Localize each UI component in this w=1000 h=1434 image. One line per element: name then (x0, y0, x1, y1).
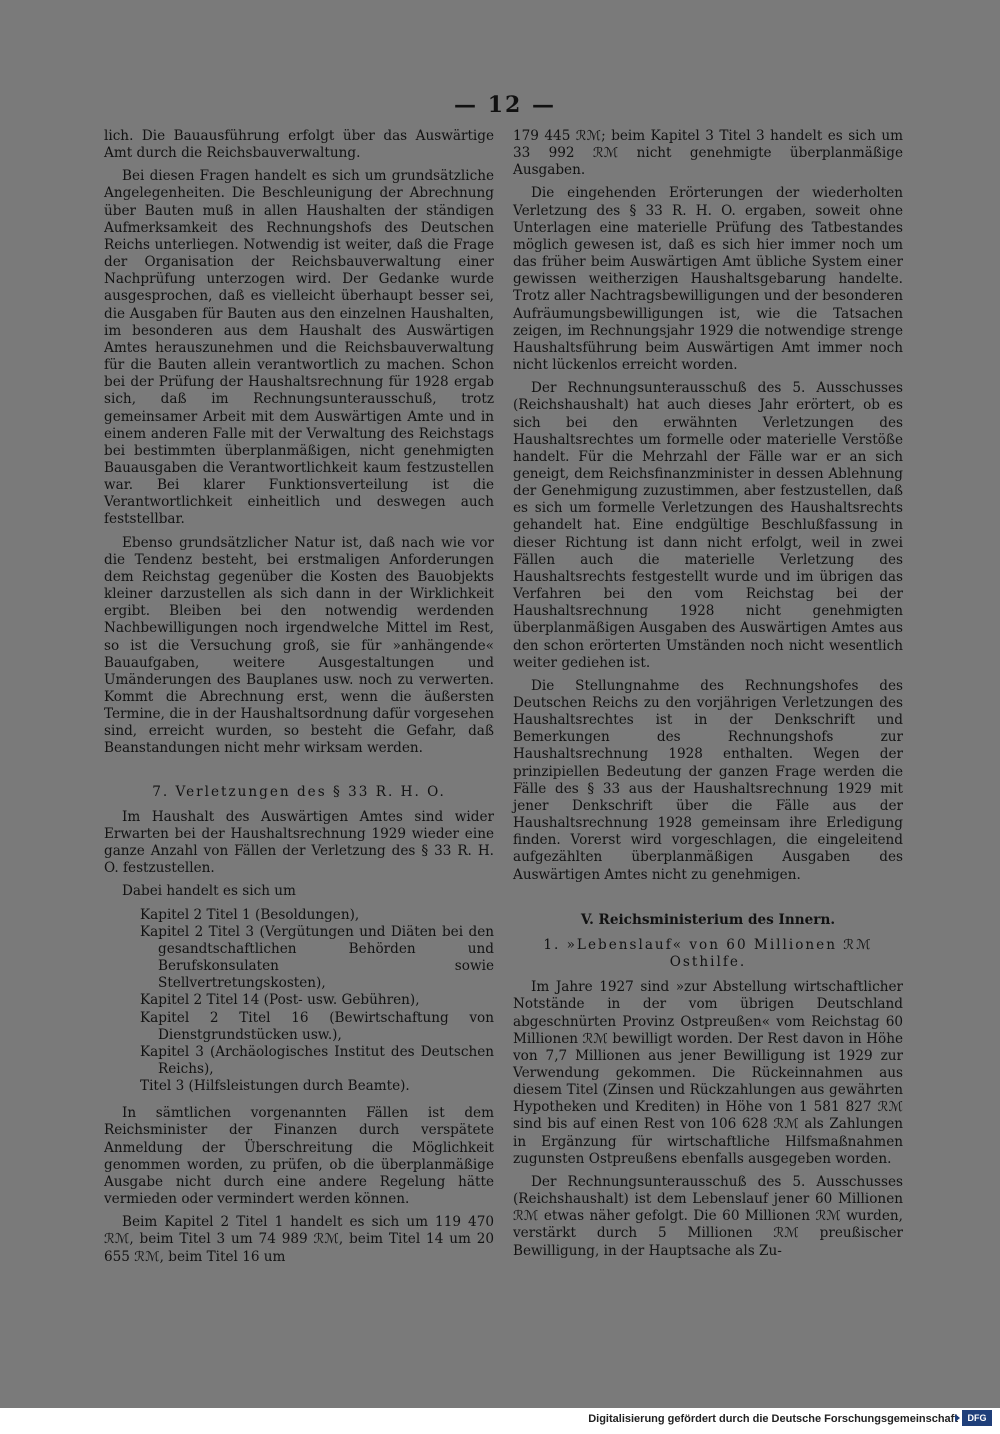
paragraph: Im Jahre 1927 sind »zur Abstellung wirtschaftlicher Notstände in der vom übrigen Deutschland abgeschnürten Provinz Ostpreußen« vom Reichstag 60 Millionen ℛℳ bewilligt worden. Der Rest davon in Höhe von 7,7 Millionen aus jener Bewilligung ist 1929 zur Verwendung gekommen. Die Rückeinnahmen aus diesem Titel (Zinsen und Rückzahlungen aus gewährten Hypotheken und Krediten) in Höhe von 1 581 827 ℛℳ sind bis auf einen Rest von 106 628 ℛℳ als Zahlungen in Ergänzung für wirtschaftliche Hilfsmaßnahmen zugunsten Ostpreußens ebenfalls ausgegeben worden. (513, 979, 903, 1167)
paragraph: Bei diesen Fragen handelt es sich um grundsätzliche Angelegenheiten. Die Beschleunigung der Abrechnung über Bauten muß in allen Haushalten der ständigen Aufmerksamkeit des Rechnungshofs des Deutschen Reichs unterliegen. Notwendig ist weiter, daß die Frage der Organisation der Reichsbauverwaltung einer Nachprüfung unterzogen wird. Der Gedanke wurde ausgesprochen, daß es vielleicht überhaupt besser sei, die Ausgaben für Bauten aus den einzelnen Haushalten, im besonderen aus dem Haushalt des Auswärtigen Amtes herauszunehmen und die Reichsbauverwaltung für die Bauten allein verantwortlich zu machen. Schon bei der Prüfung der Haushaltsrechnung für 1928 ergab sich, daß im Rechnungsunterausschuß, trotz gemeinsamer Arbeit mit dem Auswärtigen Amte und in einem anderen Falle mit der Verwaltung des Reichstags bei bestimmten überplanmäßigen, nicht genehmigten Bauausgaben die Verantwortlichkeit kaum festzustellen war. Bei klarer Funktionsverteilung ist die Verantwortlichkeit einheitlich und deswegen auch feststellbar. (104, 168, 494, 528)
paragraph: lich. Die Bauausführung erfolgt über das Auswärtige Amt durch die Reichsbauverwaltung. (104, 128, 494, 162)
paragraph: In sämtlichen vorgenannten Fällen ist dem Reichsminister der Finanzen durch verspätete Anmeldung der Überschreitung die Möglichkeit genommen worden, zu prüfen, ob die überplanmäßige Ausgabe nicht durch eine andere Regelung hätte vermieden oder vermindert werden können. (104, 1105, 494, 1208)
paragraph: Der Rechnungsunterausschuß des 5. Ausschusses (Reichshaushalt) ist dem Lebenslauf jener 60 Millionen ℛℳ etwas näher gefolgt. Die 60 Millionen ℛℳ wurden, verstärkt durch 5 Millionen ℛℳ preußischer Bewilligung, in der Hauptsache als Zu- (513, 1173, 903, 1259)
paragraph: 179 445 ℛℳ; beim Kapitel 3 Titel 3 handelt es sich um 33 992 ℛℳ nicht genehmigte überplanmäßige Ausgaben. (513, 128, 903, 179)
footer-credit: Digitalisierung gefördert durch die Deutsche Forschungsgemeinschaft (588, 1413, 958, 1425)
list-item: Kapitel 3 (Archäologisches Institut des Deutschen Reichs), (140, 1043, 494, 1077)
list-item: Titel 3 (Hilfsleistungen durch Beamte). (140, 1078, 410, 1095)
section-title: V. Reichsministerium des Innern. (580, 911, 836, 928)
paragraph: Dabei handelt es sich um (122, 883, 296, 900)
paragraph: Der Rechnungsunterausschuß des 5. Ausschusses (Reichshaushalt) hat auch dieses Jahr erörtert, ob es sich bei den erwähnten Verletzungen des Haushaltsrechtes um formelle oder materielle Verstöße handelt. Für die Mehrzahl der Fälle war er an sich geneigt, dem Reichsfinanzminister in dessen Ablehnung der Genehmigung zuzustimmen, aber festzustellen, daß es sich um formelle Verletzungen des Haushaltsrechts gehandelt hat. Eine endgültige Beschlußfassung in dieser Richtung ist dann nicht erfolgt, weil in zwei Fällen auch die materielle Verletzung des Haushaltsrechts festgestellt wurde und im übrigen das Verfahren bei den vom Reichstag bei der Haushaltsrechnung 1928 nicht genehmigten überplanmäßigen Ausgaben des Auswärtigen Amtes aus den schon erörterten Umständen noch nicht wesentlich weiter gediehen ist. (513, 380, 903, 671)
dfg-logo: DFG (962, 1410, 992, 1426)
section-heading: 1. »Lebenslauf« von 60 Millionen ℛℳ Osthilfe. (543, 936, 873, 971)
page-number: — 12 — (454, 92, 556, 118)
paragraph: Die Stellungnahme des Rechnungshofes des Deutschen Reichs zu den vorjährigen Verletzungen des Haushaltsrechtes ist in der Denkschrift und Bemerkungen des Rechnungshofs zur Haushaltsrechnung 1928 enthalten. Wegen der prinzipiellen Bedeutung der ganzen Frage werden die Fälle des § 33 aus der Haushaltsrechnung 1929 mit jener Denkschrift über die Fälle aus der Haushaltsrechnung 1928 gemeinsam ihre Erledigung finden. Vorerst wird vorgeschlagen, die eingeleitend aufgezählten überplanmäßigen Ausgaben des Auswärtigen Amtes nicht zu genehmigen. (513, 677, 903, 883)
paragraph: Beim Kapitel 2 Titel 1 handelt es sich um 119 470 ℛℳ, beim Titel 3 um 74 989 ℛℳ, beim Titel 14 um 20 655 ℛℳ, beim Titel 16 um (104, 1214, 494, 1265)
chapter-list (140, 907, 494, 1096)
list-item: Kapitel 2 Titel 1 (Besoldungen), (140, 906, 360, 923)
section-heading: 7. Verletzungen des § 33 R. H. O. (152, 783, 446, 800)
arrow-icon (955, 1414, 960, 1422)
paragraph: Im Haushalt des Auswärtigen Amtes sind wider Erwarten bei der Haushaltsrechnung 1929 wieder eine ganze Anzahl von Fällen der Verletzung des § 33 R. H. O. festzustellen. (104, 808, 494, 877)
list-item: Kapitel 2 Titel 14 (Post- usw. Gebühren), (140, 992, 420, 1009)
paragraph: Die eingehenden Erörterungen der wiederholten Verletzung des § 33 R. H. O. ergaben, soweit ohne Unterlagen eine materielle Prüfung des Tatbestandes möglich gewesen ist, daß es sich hier immer noch um das früher beim Auswärtigen Amt übliche System einer gewissen weitherzigen Haushaltsgebarung handelte. Trotz aller Nachtragsbewilligungen und der besonderen Aufräumungsbewilligungen ist, wie die Tatsachen zeigen, im Rechnungsjahr 1929 die notwendige strenge Haushaltsführung beim Auswärtigen Amt immer noch nicht lückenlos erreicht worden. (513, 185, 903, 374)
right-column (513, 128, 903, 1266)
list-item: Kapitel 2 Titel 16 (Bewirtschaftung von Dienstgrundstücken usw.), (140, 1009, 494, 1043)
left-column (104, 128, 494, 1272)
list-item: Kapitel 2 Titel 3 (Vergütungen und Diäten bei den gesandtschaftlichen Behörden und Berufskonsulaten sowie Stellvertretungskosten), (140, 923, 494, 992)
paragraph: Ebenso grundsätzlicher Natur ist, daß nach wie vor die Tendenz besteht, bei erstmaligen Anforderungen dem Reichstag gegenüber die Kosten des Bauobjekts kleiner darzustellen als sich dann in der Wirklichkeit ergibt. Bleiben bei den notwendig werdenden Nachbewilligungen noch irgendwelche Mittel im Rest, so ist die Versuchung groß, sie für »anhängende« Bauaufgaben, weitere Ausgestaltungen und Umänderungen des Bauplanes usw. noch zu verwerten. Kommt die Abrechnung erst, wenn die äußersten Termine, die in der Haushaltsordnung dafür vorgesehen sind, erreicht wurden, so besteht die Gefahr, daß Beanstandungen nicht mehr wirksam werden. (104, 534, 494, 757)
